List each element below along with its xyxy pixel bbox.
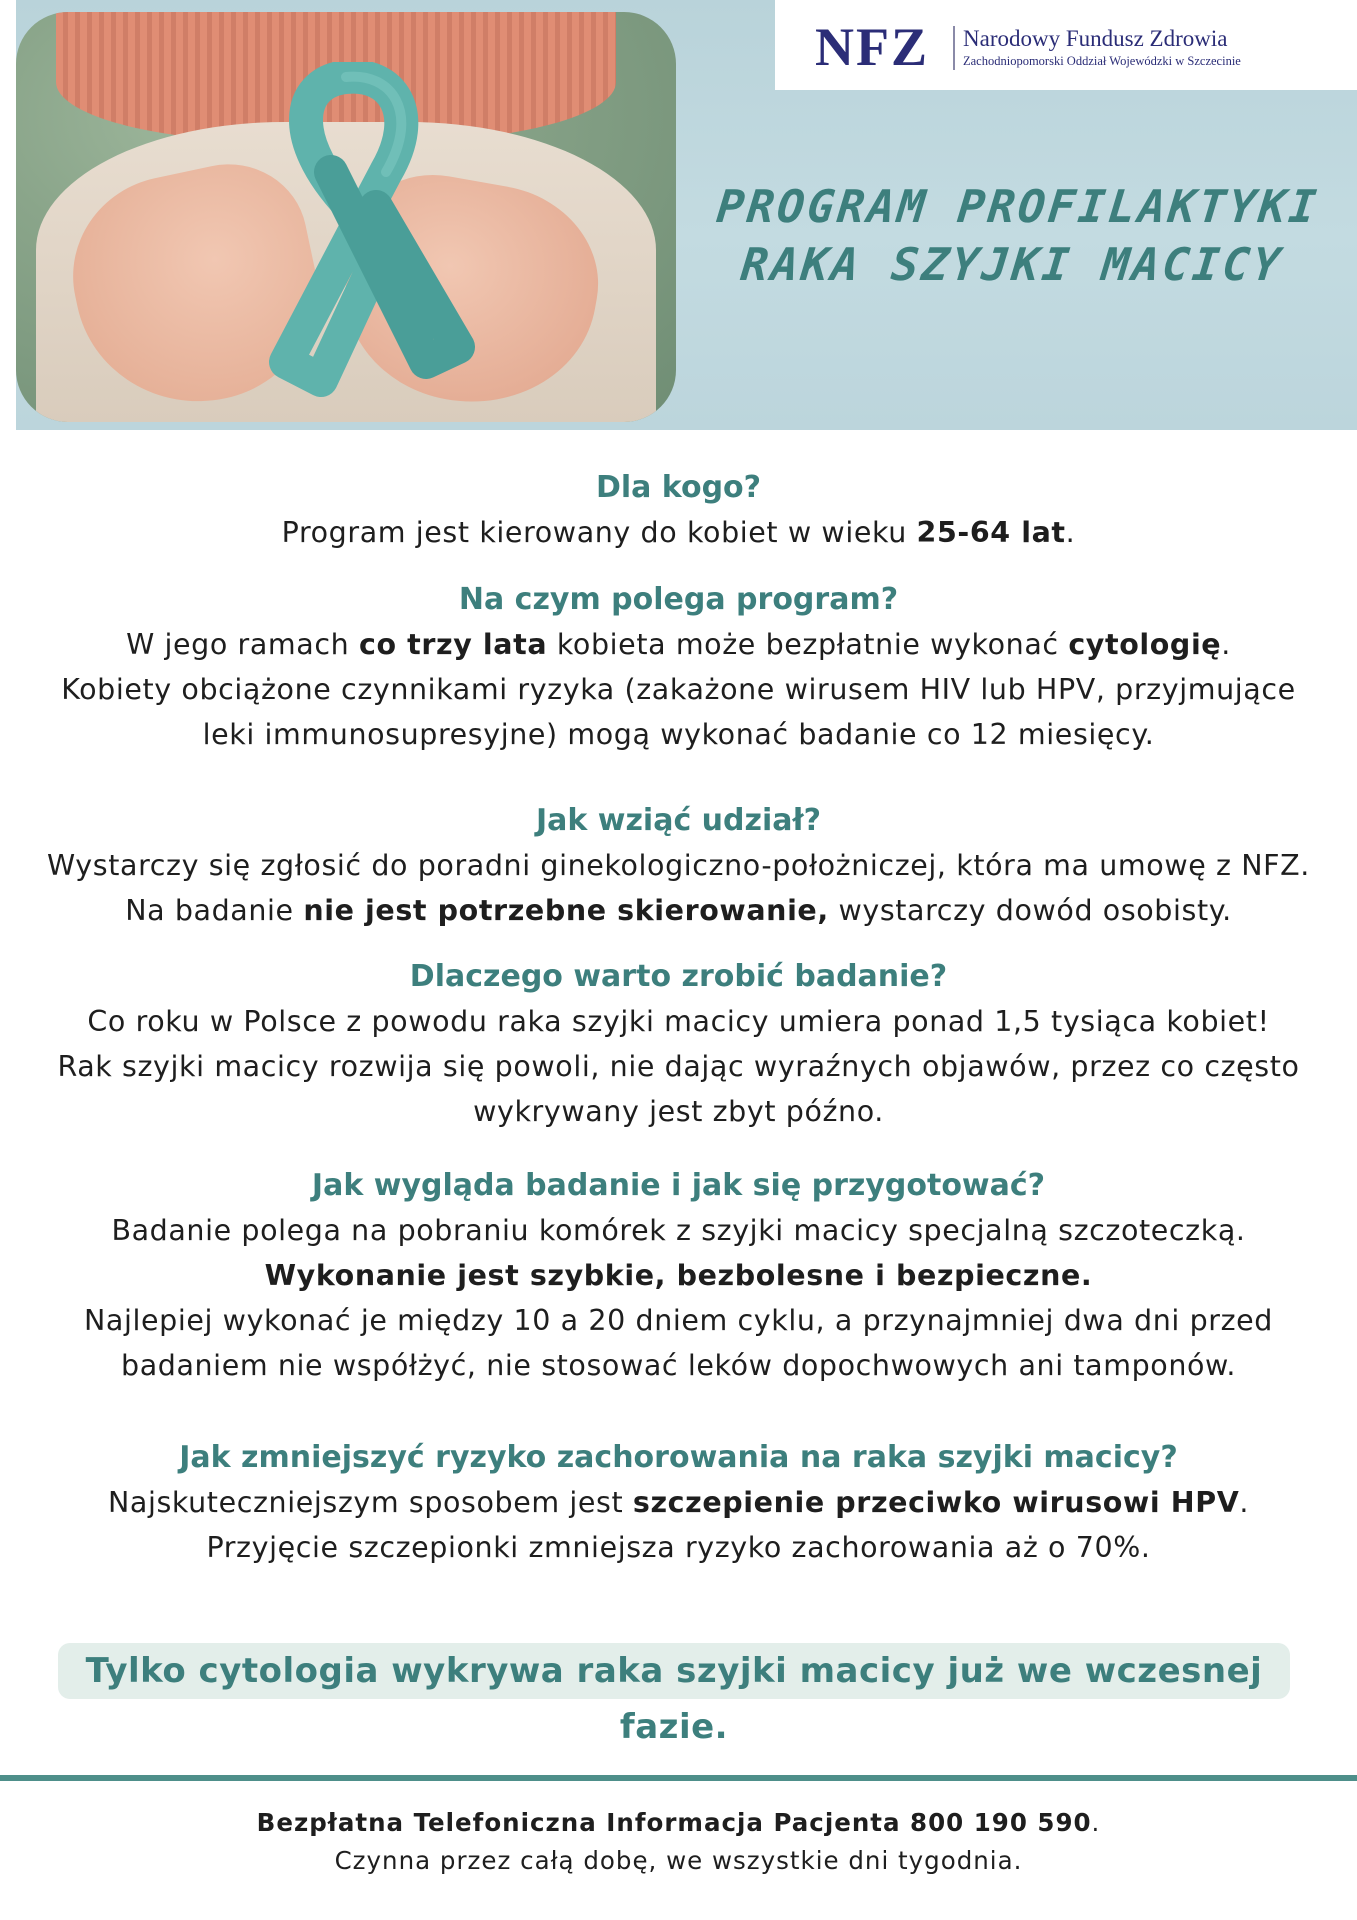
section-text: leki immunosupresyjne) mogą wykonać badanie co 12 miesięcy. (202, 718, 1155, 751)
footer-divider (0, 1775, 1357, 1781)
bold-span: szczepienie przeciwko wirusowi HPV (632, 1486, 1240, 1519)
section-who (0, 466, 1357, 555)
hotline-text: Bezpłatna Telefoniczna Informacja Pacjenta 800 190 590 (256, 1808, 1092, 1837)
text-span: kobieta może bezpłatnie wykonać (547, 628, 1069, 661)
bold-span: 25-64 lat (916, 516, 1066, 549)
text-span: . (1065, 516, 1076, 549)
bold-span: cytologię (1068, 628, 1222, 661)
section-what (0, 578, 1357, 757)
section-heading: Jak wziąć udział? (535, 803, 822, 838)
section-text (0, 1480, 1357, 1525)
section-text (0, 888, 1357, 933)
title-line-2: RAKA SZYJKI MACICY (738, 238, 1286, 291)
section-why (0, 955, 1357, 1134)
text-span: Program jest kierowany do kobiet w wieku (281, 516, 917, 549)
bold-span: co trzy lata (358, 628, 548, 661)
bold-span: Wykonanie jest szybkie, bezbolesne i bezpieczne. (264, 1259, 1093, 1292)
section-text: Co roku w Polsce z powodu raka szyjki macicy umiera ponad 1,5 tysiąca kobiet! (87, 1005, 1270, 1038)
text-span: . (1239, 1486, 1250, 1519)
logo-divider (953, 26, 955, 70)
title-line-1: PROGRAM PROFILAKTYKI (714, 180, 1322, 233)
section-exam (0, 1164, 1357, 1388)
section-text: Najlepiej wykonać je między 10 a 20 dniem cyklu, a przynajmniej dwa dni przed (84, 1304, 1273, 1337)
section-text: badaniem nie współżyć, nie stosować leków dopochwowych ani tamponów. (121, 1349, 1236, 1382)
section-text: Kobiety obciążone czynnikami ryzyka (zakażone wirusem HIV lub HPV, przyjmujące (61, 673, 1296, 706)
main-content (0, 460, 1357, 1570)
text-span: W jego ramach (126, 628, 359, 661)
text-span: Na badanie (125, 894, 304, 927)
page-title (684, 178, 1346, 294)
org-name: Narodowy Fundusz Zdrowia (963, 26, 1228, 51)
section-text (0, 1253, 1357, 1298)
section-risk (0, 1436, 1357, 1570)
text-span: . (1221, 628, 1231, 661)
text-span: . (1091, 1808, 1101, 1837)
nfz-logo-box (775, 0, 1357, 90)
section-text (0, 622, 1357, 667)
section-text: Rak szyjki macicy rozwija się powoli, nie dając wyraźnych objawów, przez co często (57, 1050, 1300, 1083)
footer-hours: Czynna przez całą dobę, we wszystkie dni tygodnia. (334, 1846, 1023, 1875)
section-heading: Jak wygląda badanie i jak się przygotować? (311, 1168, 1046, 1203)
section-heading: Jak zmniejszyć ryzyko zachorowania na raka szyjki macicy? (179, 1440, 1178, 1475)
nfz-logo: NFZ (815, 17, 929, 77)
hero-photo (16, 12, 676, 422)
org-branch: Zachodniopomorski Oddział Wojewódzki w Szczecinie (963, 54, 1241, 68)
bold-span: nie jest potrzebne skierowanie, (303, 894, 829, 927)
key-message-callout: Tylko cytologia wykrywa raka szyjki macicy już we wczesnej fazie. (58, 1643, 1290, 1699)
section-heading: Na czym polega program? (458, 582, 899, 617)
text-span: wystarczy dowód osobisty. (828, 894, 1232, 927)
text-span: Najskuteczniejszym sposobem jest (107, 1486, 633, 1519)
awareness-ribbon-icon (226, 62, 486, 402)
section-heading: Dlaczego warto zrobić badanie? (409, 959, 948, 994)
section-text: wykrywany jest zbyt późno. (473, 1095, 884, 1128)
footer-hotline (0, 1808, 1357, 1837)
section-text: Badanie polega na pobraniu komórek z szyjki macicy specjalną szczoteczką. (111, 1214, 1246, 1247)
section-text: Przyjęcie szczepionki zmniejsza ryzyko zachorowania aż o 70%. (206, 1531, 1151, 1564)
section-how (0, 799, 1357, 933)
section-heading: Dla kogo? (595, 470, 762, 505)
section-text (0, 510, 1357, 555)
section-text: Wystarczy się zgłosić do poradni ginekologiczno-położniczej, która ma umowę z NFZ. (47, 849, 1310, 882)
